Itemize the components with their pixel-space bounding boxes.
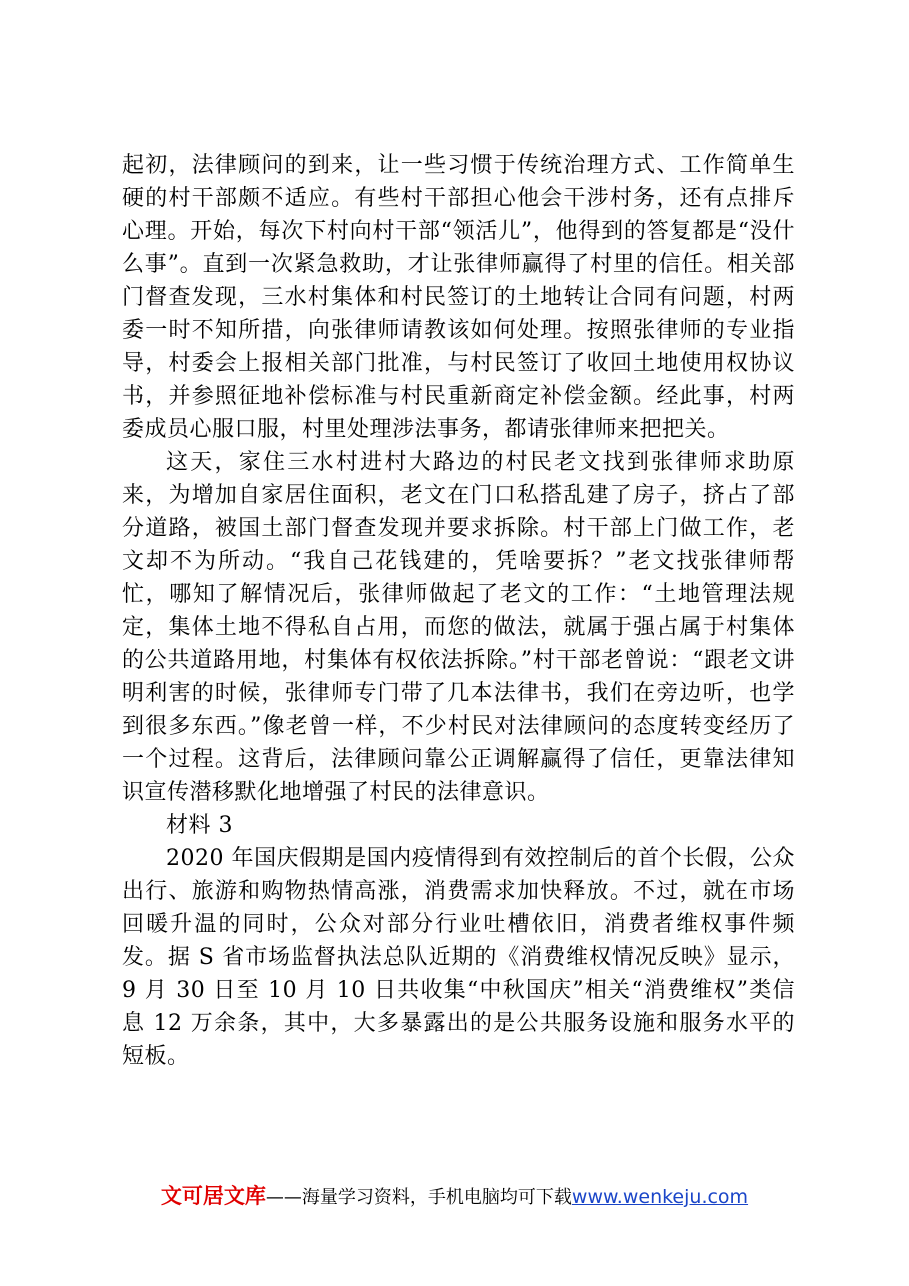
- section-heading: 材料 3: [166, 813, 233, 838]
- paragraph-1: 起初，法律顾问的到来，让一些习惯于传统治理方式、工作简单生硬的村干部颇不适应。有些村干部担心他会干涉村务，还有点排斥心理。开始，每次下村向村干部“领活儿”，他得到的答复都是“没什么事”。直到一次紧急救助，才让张律师赢得了村里的信任。相关部门督查发现，三水村集体和村民签订的土地转让合同有问题，村两委一时不知所措，向张律师请教该如何处理。按照张律师的专业指导，村委会上报相关部门批准，与村民签订了收回土地使用权协议书，并参照征地补偿标准与村民重新商定补偿金额。经此事，村两委成员心服口服，村里处理涉法事务，都请张律师来把把关。: [122, 153, 795, 442]
- footer-banner: [0, 1180, 909, 1210]
- footer-tagline: ——海量学习资料，手机电脑均可下载: [265, 1187, 572, 1208]
- footer-brand: 文可居文库: [160, 1184, 266, 1208]
- document-body: [122, 149, 795, 1073]
- footer-link[interactable]: www.wenkeju.com: [571, 1186, 749, 1208]
- paragraph-3: 2020 年国庆假期是国内疫情得到有效控制后的首个长假，公众出行、旅游和购物热情高涨，消费需求加快释放。不过，就在市场回暖升温的同时，公众对部分行业吐槽依旧，消费者维权事件频发。据 S 省市场监督执法总队近期的《消费维权情况反映》显示，9 月 30 日至 10 月 10 日共收集“中秋国庆”相关“消费维权”类信息 12 万余条，其中，大多暴露出的是公共服务设施和服务水平的短板。: [122, 846, 795, 1069]
- paragraph-2: 这天，家住三水村进村大路边的村民老文找到张律师求助原来，为增加自家居住面积，老文在门口私搭乱建了房子，挤占了部分道路，被国土部门督查发现并要求拆除。村干部上门做工作，老文却不为所动。“我自己花钱建的，凭啥要拆？”老文找张律师帮忙，哪知了解情况后，张律师做起了老文的工作：“土地管理法规定，集体土地不得私自占用，而您的做法，就属于强占属于村集体的公共道路用地，村集体有权依法拆除。”村干部老曾说：“跟老文讲明利害的时候，张律师专门带了几本法律书，我们在旁边听，也学到很多东西。”像老曾一样，不少村民对法律顾问的态度转变经历了一个过程。这背后，法律顾问靠公正调解赢得了信任，更靠法律知识宣传潜移默化地增强了村民的法律意识。: [122, 450, 795, 805]
